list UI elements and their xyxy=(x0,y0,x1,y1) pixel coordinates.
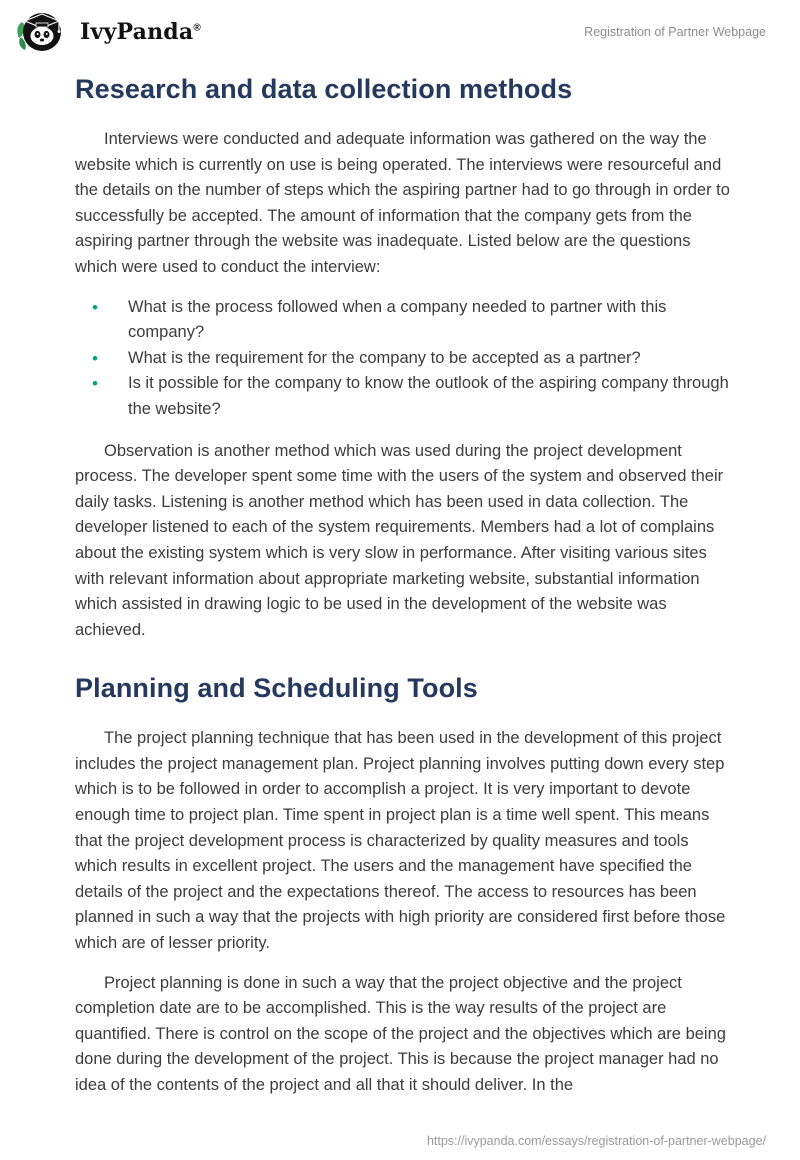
header xyxy=(0,0,800,62)
footer xyxy=(427,1134,766,1148)
list-item-question-3: • Is it possible for the company to know the outlook of the aspiring company through the website? xyxy=(75,371,730,422)
paragraph-project-objective: Project planning is done in such a way that the project objective and the project completion date are to be accomplished. This is the way results of the project are quantified. There is control on the scope of the project and the objectives which are being done during the development of the project. This is because the project manager had no idea of the contents of the project and all that it should deliver. In the xyxy=(75,973,726,1094)
list-item-question-2: • What is the requirement for the company to be accepted as a partner? xyxy=(75,346,730,372)
paragraph-project-planning: The project planning technique that has been used in the development of this project includes the project management plan. Project planning involves putting down every step which is to be followed in order to accomplish a project. It is very important to devote enough time to project plan. Time spent in project plan is a time well spent. This means that the project development process is characterized by quality measures and tools which results in excellent project. The users and the management have specified the details of the project and the expectations thereof. The access to resources has been planned in such a way that the projects with high priority are considered first before those which are of lesser priority. xyxy=(75,729,726,953)
paragraph-observation: Observation is another method which was used during the project development process. The developer spent some time with the users of the system and observed their daily tasks. Listening is another method which has been used in data collection. The developer listened to each of the system requirements. Members had a lot of complains about the existing system which is very slow in performance. After visiting various sites with relevant information about appropriate marketing website, substantial information which assisted in drawing logic to be used in the development of the website was achieved. xyxy=(75,441,724,639)
brand-logo-link[interactable] xyxy=(14,8,201,56)
brand-text: IvyPanda xyxy=(80,19,194,45)
document-body xyxy=(0,62,800,1099)
registered-trademark-symbol: ® xyxy=(193,22,201,34)
list-item-question-1: • What is the process followed when a company needed to partner with this company? xyxy=(75,295,730,346)
paragraph-interviews: Interviews were conducted and adequate information was gathered on the way the website which is currently on use is being operated. The interviews were resourceful and the details on the number of steps which the aspiring partner had to go through in order to successfully be accepted. The amount of information that the company gets from the aspiring partner through the website was inadequate. Listed below are the questions which were used to conduct the interview: xyxy=(75,130,730,276)
document-title-label: Registration of Partner Webpage xyxy=(584,25,766,39)
ivypanda-logo-icon xyxy=(14,8,66,56)
interview-questions-list xyxy=(75,295,730,423)
section-heading-research-methods: Research and data collection methods xyxy=(75,74,573,104)
source-url-link[interactable]: https://ivypanda.com/essays/registration-of-partner-webpage/ xyxy=(426,1134,766,1148)
brand-name xyxy=(80,19,201,45)
section-heading-planning-tools: Planning and Scheduling Tools xyxy=(75,673,478,704)
